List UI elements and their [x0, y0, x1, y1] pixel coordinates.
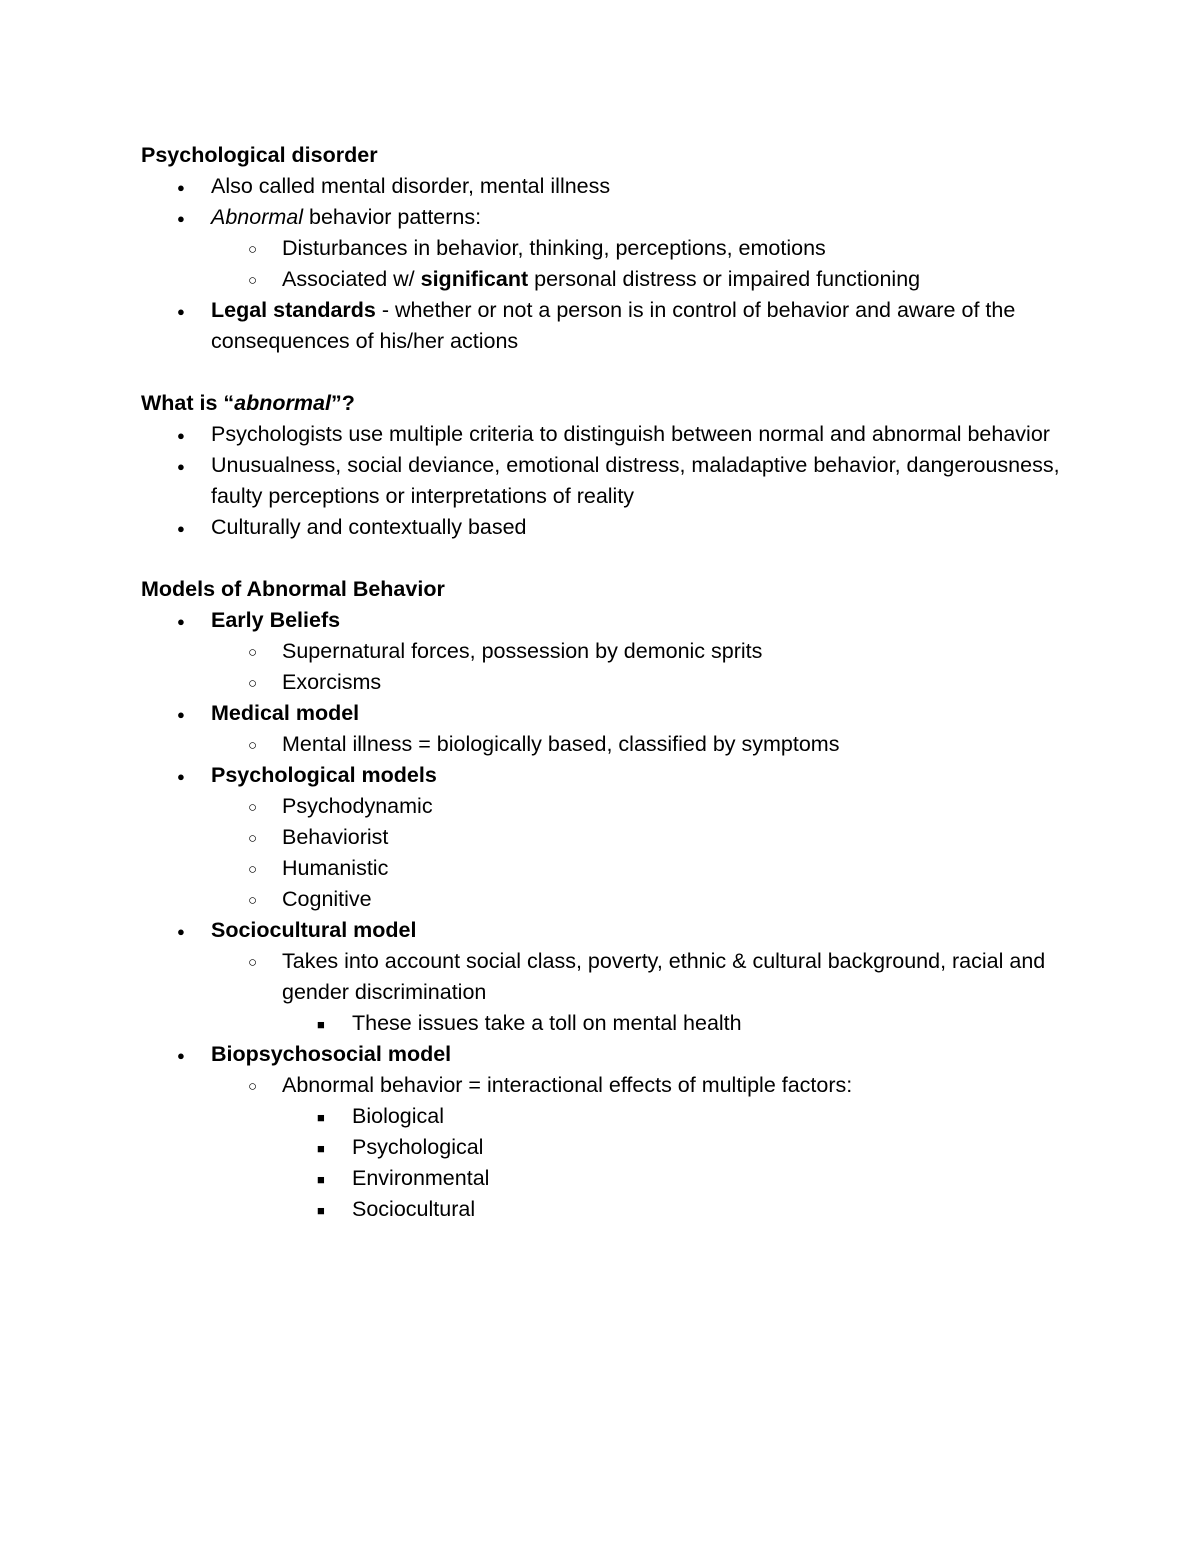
bullet-list: [141, 605, 1071, 1225]
text-run: Unusualness, social deviance, emotional distress, maladaptive behavior, dangerousness, faulty perceptions or interpretations of reality: [211, 453, 1060, 508]
circle-bullet-icon: [248, 884, 257, 916]
section-heading: Models of Abnormal Behavior: [141, 577, 445, 601]
square-bullet-icon: [317, 1008, 325, 1040]
list-item: [141, 760, 1071, 791]
text-run: Takes into account social class, poverty, ethnic & cultural background, racial and gender discrimination: [282, 949, 1046, 1004]
text-run: What is “: [141, 391, 235, 415]
bold-text: Medical model: [211, 701, 360, 725]
bullet-list: [141, 171, 1071, 357]
text-run: Biological: [352, 1104, 445, 1128]
italic-text: abnormal: [234, 391, 331, 415]
circle-bullet-icon: [248, 233, 257, 265]
italic-text: Abnormal: [211, 205, 304, 229]
section-1: [141, 140, 1071, 357]
text-run: Mental illness = biologically based, classified by symptoms: [282, 732, 840, 756]
disc-bullet-icon: [177, 171, 185, 203]
disc-bullet-icon: [177, 1039, 185, 1071]
text-run: Humanistic: [282, 856, 389, 880]
bold-text: significant: [420, 267, 529, 291]
list-item: [141, 171, 1071, 202]
disc-bullet-icon: [177, 419, 185, 451]
text-run: Environmental: [352, 1166, 490, 1190]
bold-text: Psychological models: [211, 763, 437, 787]
list-item: [141, 698, 1071, 729]
list-item: [141, 512, 1071, 543]
text-run: Psychological: [352, 1135, 484, 1159]
list-item: [141, 915, 1071, 946]
list-item: [141, 1194, 1071, 1225]
list-item: [141, 822, 1071, 853]
list-item: [141, 202, 1071, 233]
document-body: [141, 140, 1071, 1225]
list-item: [141, 233, 1071, 264]
section-2: [141, 388, 1071, 543]
text-run: Behaviorist: [282, 825, 389, 849]
list-item: [141, 1163, 1071, 1194]
list-item: [141, 636, 1071, 667]
circle-bullet-icon: [248, 636, 257, 668]
disc-bullet-icon: [177, 760, 185, 792]
bold-text: Early Beliefs: [211, 608, 341, 632]
circle-bullet-icon: [248, 853, 257, 885]
list-item: [141, 450, 1071, 512]
disc-bullet-icon: [177, 295, 185, 327]
square-bullet-icon: [317, 1163, 325, 1195]
bold-text: Legal standards: [211, 298, 376, 322]
disc-bullet-icon: [177, 202, 185, 234]
list-item: [141, 884, 1071, 915]
circle-bullet-icon: [248, 791, 257, 823]
list-item: [141, 1132, 1071, 1163]
disc-bullet-icon: [177, 698, 185, 730]
text-run: Sociocultural: [352, 1197, 476, 1221]
text-run: These issues take a toll on mental health: [352, 1011, 742, 1035]
text-run: Psychodynamic: [282, 794, 433, 818]
circle-bullet-icon: [248, 822, 257, 854]
text-run: Supernatural forces, possession by demonic sprits: [282, 639, 763, 663]
list-item: [141, 1070, 1071, 1101]
square-bullet-icon: [317, 1132, 325, 1164]
circle-bullet-icon: [248, 729, 257, 761]
disc-bullet-icon: [177, 450, 185, 482]
list-item: [141, 729, 1071, 760]
list-item: [141, 1039, 1071, 1070]
section-heading: Psychological disorder: [141, 143, 378, 167]
text-run: Exorcisms: [282, 670, 382, 694]
text-run: Also called mental disorder, mental illness: [211, 174, 611, 198]
disc-bullet-icon: [177, 512, 185, 544]
text-run: - whether or not a person is in control of behavior and aware of the consequences of his/her actions: [211, 298, 1016, 353]
list-item: [141, 419, 1071, 450]
bold-text: Biopsychosocial model: [211, 1042, 452, 1066]
list-item: [141, 1101, 1071, 1132]
disc-bullet-icon: [177, 915, 185, 947]
section-heading: [141, 388, 1071, 419]
list-item: [141, 605, 1071, 636]
text-run: Associated w/: [282, 267, 421, 291]
list-item: [141, 264, 1071, 295]
text-run: behavior patterns:: [303, 205, 482, 229]
circle-bullet-icon: [248, 264, 257, 296]
bold-text: Sociocultural model: [211, 918, 417, 942]
text-run: personal distress or impaired functioning: [528, 267, 921, 291]
text-run: Cognitive: [282, 887, 372, 911]
disc-bullet-icon: [177, 605, 185, 637]
circle-bullet-icon: [248, 1070, 257, 1102]
list-item: [141, 853, 1071, 884]
list-item: [141, 667, 1071, 698]
square-bullet-icon: [317, 1101, 325, 1133]
section-3: [141, 574, 1071, 1225]
list-item: [141, 791, 1071, 822]
text-run: Culturally and contextually based: [211, 515, 527, 539]
text-run: Abnormal behavior = interactional effects of multiple factors:: [282, 1073, 853, 1097]
list-item: [141, 295, 1071, 357]
circle-bullet-icon: [248, 667, 257, 699]
text-run: Psychologists use multiple criteria to distinguish between normal and abnormal behavior: [211, 422, 1050, 446]
text-run: Disturbances in behavior, thinking, perceptions, emotions: [282, 236, 826, 260]
bullet-list: [141, 419, 1071, 543]
list-item: [141, 946, 1071, 1008]
list-item: [141, 1008, 1071, 1039]
square-bullet-icon: [317, 1194, 325, 1226]
text-run: ”?: [330, 391, 355, 415]
circle-bullet-icon: [248, 946, 257, 978]
